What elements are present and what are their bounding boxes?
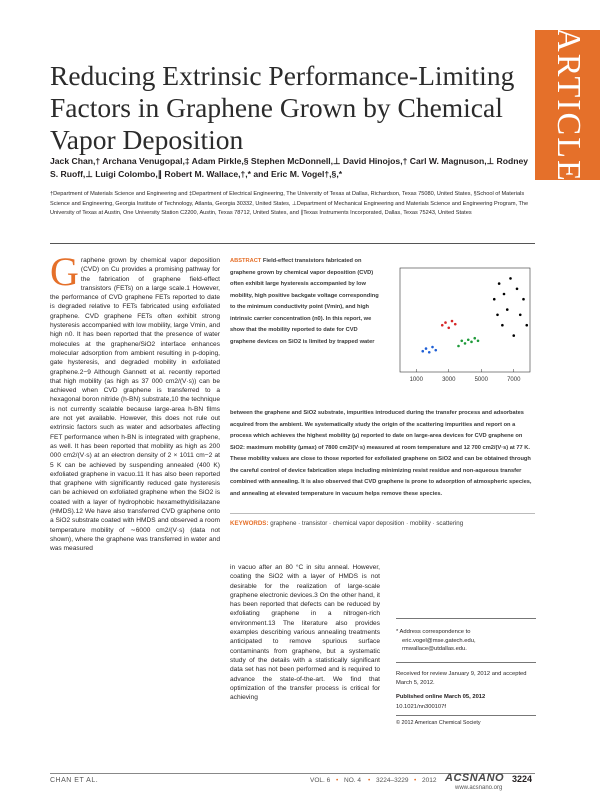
data-point-s0-3 [501, 324, 504, 327]
footer-authors: CHAN ET AL. [50, 777, 99, 784]
sidebar-divider-bottom [396, 715, 536, 716]
data-point-s0-11 [525, 324, 528, 327]
drop-cap: G [50, 249, 79, 294]
footer-volume: VOL. 6 [310, 777, 331, 784]
footer-issue: NO. 4 [344, 777, 361, 784]
data-point-s1-5 [473, 337, 476, 340]
data-point-s2-0 [441, 324, 444, 327]
keywords-text: graphene · transistor · chemical vapor deposition · mobility · scattering [270, 520, 464, 527]
correspondence-block [396, 628, 536, 654]
data-point-s0-8 [516, 288, 519, 291]
abstract-figure [386, 262, 536, 390]
page-number: 3224 [512, 774, 533, 784]
data-point-s3-2 [428, 351, 431, 354]
abstract-part-1 [230, 256, 383, 348]
section-tab-label: ARTICLE [549, 27, 587, 183]
data-point-s1-4 [470, 341, 473, 344]
data-point-s0-6 [509, 277, 512, 280]
keywords-label: KEYWORDS: [230, 520, 269, 527]
data-point-s0-0 [493, 298, 496, 301]
data-point-s3-4 [434, 349, 437, 352]
data-point-s2-4 [454, 323, 457, 326]
data-point-s0-2 [498, 282, 501, 285]
data-point-s0-1 [496, 314, 499, 317]
keywords [230, 519, 535, 528]
abstract-part-2: between the graphene and SiO2 substrate, impurities introduced during the transfer process and adsorbates acquired from the ambient. We systematically study the origin of the scattering impurities and report on a process which achieves the highest mobility (μ) reported to date on large-area devices for CVD graphene on SiO2: maximum mobility (μmax) of 7800 cm2/(V·s) measured at room temperature and 12 700 cm2/(V·s) at 77 K. These mobility values are close to those reported for exfoliated graphene on SiO2 and can be obtained through the careful control of device fabrication steps including minimizing resist residue and non-aqueous transfer combined with annealing. It is also observed that CVD graphene is prone to adsorption of atmospheric species, and annealing at elevated temperature in vacuum helps remove these species. [230, 410, 532, 497]
x-tick-label-3: 7000 [507, 377, 521, 383]
data-point-s0-9 [519, 314, 522, 317]
correspondence-email-2[interactable]: rmwallace@utdallas.edu. [402, 646, 467, 652]
chart-frame [400, 268, 530, 372]
author-list: Jack Chan,† Archana Venugopal,‡ Adam Pirkle,§ Stephen McDonnell,⊥ David Hinojos,† Carl W. Magnuson,⊥ Rodney S. Ruoff,⊥ Luigi Colombo,∥ Robert M. Wallace,†,* and Eric M. Vogel†,§,* [50, 156, 529, 179]
data-point-s3-0 [421, 350, 424, 353]
scatter-chart [386, 262, 536, 390]
sidebar-divider-top [396, 618, 536, 619]
data-point-s2-3 [451, 320, 454, 323]
body-text-1: raphene grown by chemical vapor deposition (CVD) on Cu provides a promising pathway for the fabrication of graphene field-effect transistors (FETs) on a large scale.1 However, the performance of CVD graphene FETs reported to date is degraded relative to FETs fabricated using exfoliated graphene. CVD graphene FETs often exhibit strong hysteresis accompanied with low mobility, large Vmin, and high n0. It has been reported that the presence of water molecules at the graphene/SiO2 interface enhances molecular adsorption from ambient resulting in p-doping, gate hysteresis, and degraded mobility in exfoliated graphene.2−9 Although Gannett et al. recently reported that high mobility (as high as 37 000 cm2/(V·s)) can be achieved when CVD graphene is transferred to a hexagonal boron nitride (h-BN) substrate,10 the technique is not currently scalable because large-area h-BN films are not yet available. However, this does not rule out extrinsic factors such as water and adsorbates affecting FET performance when h-BN is integrated with graphene, as well. It has been reported that mobility as high as 200 000 cm2/(V·s) at an electron density of 2 × 1011 cm−2 at 5 K can be achieved by suspending annealed (400 K) exfoliated graphene in vacuo.11 It has also been reported that graphene with significantly reduced gate hysteresis can be achieved on exfoliated graphene when the SiO2 is coated with a layer of hydrophobic hexamethyldisilazane (HMDS).12 We have also transferred CVD graphene onto a SiO2 substrate coated with HMDS and observed a room temperature mobility of ∼6000 cm2/(V·s) (data not shown), where the graphene was transferred in water and was measured [50, 257, 220, 553]
abstract-text-1: Field-effect transistors fabricated on graphene grown by chemical vapor deposition (CVD) often exhibit large hysteresis accompanied by low mobility, high positive backgate voltage corresponding to the minimum conductivity point (Vmin), and high intrinsic carrier concentration (n0). In this report, we show that the mobility reported to date for CVD graphene devices on SiO2 is limited by trapped water [230, 258, 379, 345]
header-divider [50, 243, 535, 244]
doi[interactable]: 10.1021/nn300107f [396, 704, 446, 710]
copyright: © 2012 American Chemical Society [396, 720, 481, 726]
footer-year: 2012 [422, 777, 437, 784]
data-point-s3-3 [431, 346, 434, 349]
footer-sep-2: • [368, 777, 371, 784]
footer-sep-1: • [336, 777, 339, 784]
data-point-s0-7 [512, 334, 515, 337]
body-column-1 [50, 249, 220, 554]
data-point-s1-6 [477, 340, 480, 343]
footer-pages: 3224–3229 [376, 777, 409, 784]
correspondence-email-1[interactable]: eric.vogel@mse.gatech.edu, [402, 637, 476, 644]
article-title: Reducing Extrinsic Performance-Limiting Factors in Graphene Grown by Chemical Vapor Deposition [50, 60, 515, 155]
data-point-s0-5 [506, 308, 509, 311]
sidebar-divider-mid [396, 662, 536, 663]
data-point-s1-2 [464, 342, 467, 345]
correspondence-label: * Address correspondence to [396, 629, 471, 635]
data-point-s1-0 [457, 345, 460, 348]
abstract-divider [230, 513, 535, 514]
published-date: Published online March 05, 2012 [396, 694, 486, 700]
x-tick-label-2: 5000 [474, 377, 488, 383]
data-point-s1-1 [460, 340, 463, 343]
data-point-s0-10 [522, 298, 525, 301]
footer-sep-3: • [414, 777, 417, 784]
footer-url[interactable]: www.acsnano.org [455, 785, 503, 791]
received-block: Received for review January 9, 2012 and accepted March 5, 2012. [396, 671, 527, 686]
data-point-s2-1 [444, 321, 447, 324]
abstract-label: ABSTRACT [230, 258, 262, 264]
body-column-2: in vacuo after an 80 °C in situ anneal. However, coating the SiO2 with a layer of HMDS is not desirable for the realization of large-scale graphene electronic devices.3 On the other hand, it has been reported that defects can be reduced by exfoliating graphene in a nitrogen-rich environment.13 The literature also provides examples describing various annealing treatments anticipated to remove spurious surface contaminants from graphene, but a systematic study of the details with a statistically significant data set has not been performed and is required to advance the state-of-the-art. We find that optimization of the transfer process is critical for achieving [230, 564, 380, 702]
affiliations: †Department of Materials Science and Engineering and ‡Department of Electrical Engineering, The University of Texas at Dallas, Richardson, Texas 75080, United States, §School of Materials Science and Engineering, Georgia Institute of Technology, Atlanta, Georgia 30332, United States, ⊥Department of Mechanical Engineering and Materials Science and Engineering Program, The University of Texas at Austin, One University Station C2200, Austin, Texas 78712, United States, and ∥Texas Instruments Incorporated, Dallas, Texas 75243, United States [50, 191, 529, 217]
data-point-s2-2 [447, 327, 450, 330]
section-tab [535, 27, 600, 183]
data-point-s3-1 [425, 347, 428, 350]
x-tick-label-0: 1000 [409, 377, 423, 383]
data-point-s0-4 [503, 293, 506, 296]
x-tick-label-1: 3000 [442, 377, 456, 383]
journal-logo: ACSNANO [445, 772, 505, 784]
data-point-s1-3 [467, 338, 470, 341]
